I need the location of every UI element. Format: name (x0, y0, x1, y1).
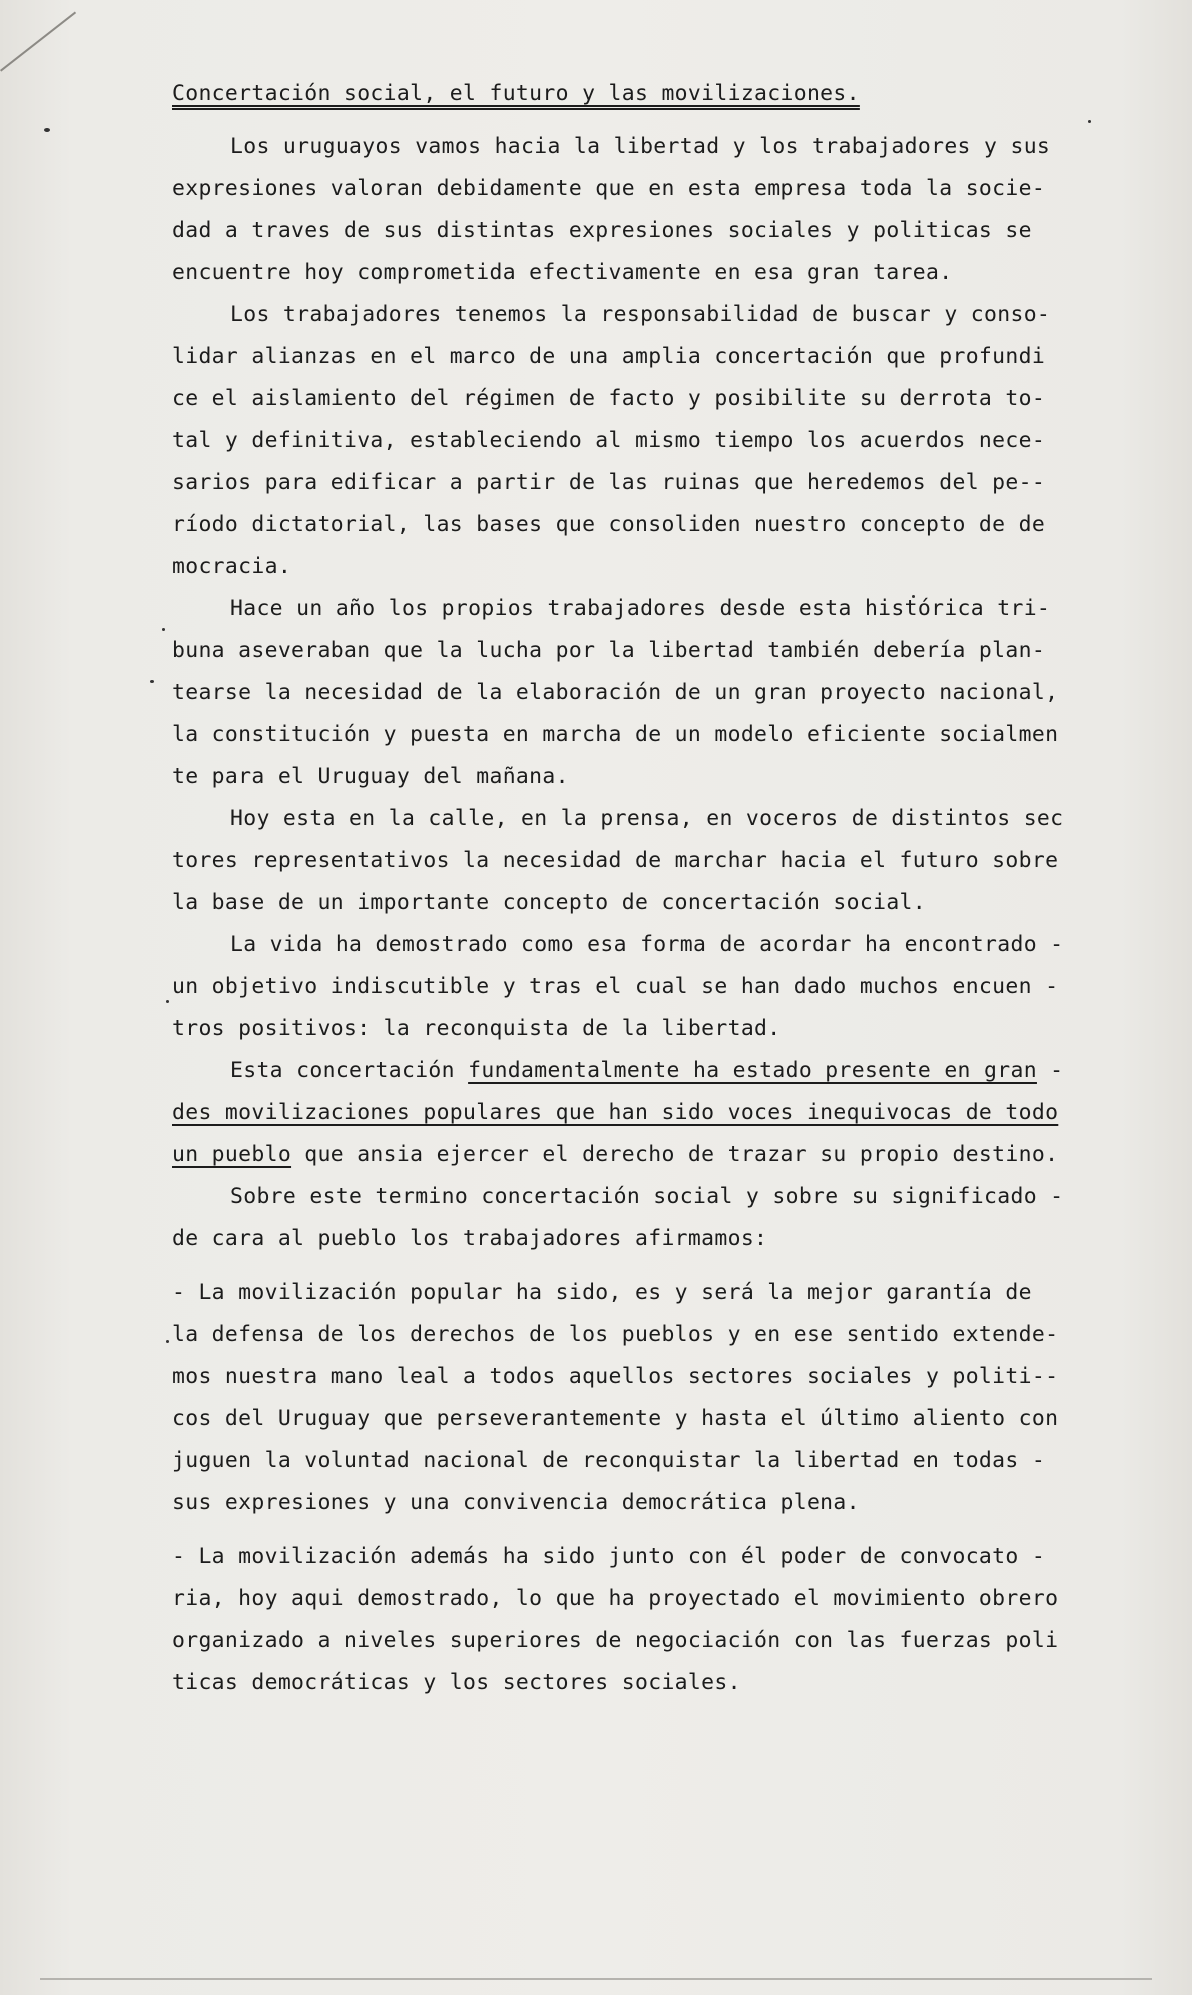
document-title: Concertación social, el futuro y las movilizaciones. (172, 81, 860, 106)
text-line: de cara al pueblo los trabajadores afirmamos: (172, 1226, 768, 1251)
text-line: Hoy esta en la calle, en la prensa, en voceros de distintos sec (230, 806, 1064, 831)
paper-speck (166, 1000, 169, 1003)
text-line: tal y definitiva, estableciendo al mismo tiempo los acuerdos nece- (172, 428, 1046, 453)
paper-speck (150, 680, 154, 683)
text-line: la defensa de los derechos de los pueblos y en ese sentido extende- (172, 1322, 1059, 1347)
text-line: ríodo dictatorial, las bases que consoliden nuestro concepto de de (172, 512, 1046, 537)
page-bottom-rule (40, 1978, 1152, 1980)
text-line: la constitución y puesta en marcha de un modelo eficiente socialmen (172, 722, 1059, 747)
text-line: juguen la voluntad nacional de reconquistar la libertad en todas - (172, 1448, 1046, 1473)
text-line: Hace un año los propios trabajadores desde esta histórica tri- (230, 596, 1051, 621)
text-line: tores representativos la necesidad de marchar hacia el futuro sobre (172, 848, 1059, 873)
text-line: sarios para edificar a partir de las ruinas que heredemos del pe-- (172, 470, 1046, 495)
text-line: la base de un importante concepto de concertación social. (172, 890, 927, 915)
underlined-text: fundamentalmente ha estado presente en gran (468, 1058, 1037, 1083)
text-line: ce el aislamiento del régimen de facto y posibilite su derrota to- (172, 386, 1046, 411)
text-line: encuentre hoy comprometida efectivamente en esa gran tarea. (172, 260, 953, 285)
underlined-text: un pueblo (172, 1142, 292, 1167)
text-line: Los uruguayos vamos hacia la libertad y los trabajadores y sus (230, 134, 1051, 159)
text-line: sus expresiones y una convivencia democrática plena. (172, 1490, 860, 1515)
text-line: dad a traves de sus distintas expresiones sociales y politicas se (172, 218, 1032, 243)
text-line: buna aseveraban que la lucha por la libertad también debería plan- (172, 638, 1046, 663)
text-line: ria, hoy aqui demostrado, lo que ha proyectado el movimiento obrero (172, 1586, 1059, 1611)
text-line: La vida ha demostrado como esa forma de acordar ha encontrado - (230, 932, 1064, 957)
text-line: tros positivos: la reconquista de la libertad. (172, 1016, 781, 1041)
paper-speck (44, 128, 50, 132)
text-line: - La movilización popular ha sido, es y será la mejor garantía de (172, 1280, 1032, 1305)
document-lines (172, 126, 1137, 1704)
text-line: te para el Uruguay del mañana. (172, 764, 569, 789)
text-line: expresiones valoran debidamente que en esta empresa toda la socie- (172, 176, 1046, 201)
text-segment: que ansia ejercer el derecho de trazar su propio destino. (291, 1142, 1059, 1167)
text-line (172, 1134, 1137, 1176)
text-line: - La movilización además ha sido junto con él poder de convocato - (172, 1544, 1046, 1569)
text-line (172, 1092, 1137, 1134)
paper-speck (166, 1340, 169, 1343)
text-segment: Esta concertación (230, 1058, 469, 1083)
text-line: cos del Uruguay que perseverantemente y hasta el último aliento con (172, 1406, 1059, 1431)
text-line: mos nuestra mano leal a todos aquellos sectores sociales y politi-- (172, 1364, 1059, 1389)
document-body (172, 80, 1137, 1704)
text-line: lidar alianzas en el marco de una amplia concertación que profundi (172, 344, 1046, 369)
text-line: Sobre este termino concertación social y sobre su significado - (230, 1184, 1064, 1209)
text-line: ticas democráticas y los sectores sociales. (172, 1670, 741, 1695)
text-line (172, 1050, 1137, 1092)
text-segment: - (1036, 1058, 1064, 1083)
text-line: mocracia. (172, 554, 292, 579)
underlined-text: des movilizaciones populares que han sido voces inequivocas de todo (172, 1100, 1059, 1125)
text-line: organizado a niveles superiores de negociación con las fuerzas poli (172, 1628, 1059, 1653)
paper-crease-mark (0, 12, 76, 72)
text-line: un objetivo indiscutible y tras el cual se han dado muchos encuen - (172, 974, 1059, 999)
text-line: Los trabajadores tenemos la responsabilidad de buscar y conso- (230, 302, 1051, 327)
text-line: tearse la necesidad de la elaboración de un gran proyecto nacional, (172, 680, 1059, 705)
paper-speck (162, 628, 165, 631)
